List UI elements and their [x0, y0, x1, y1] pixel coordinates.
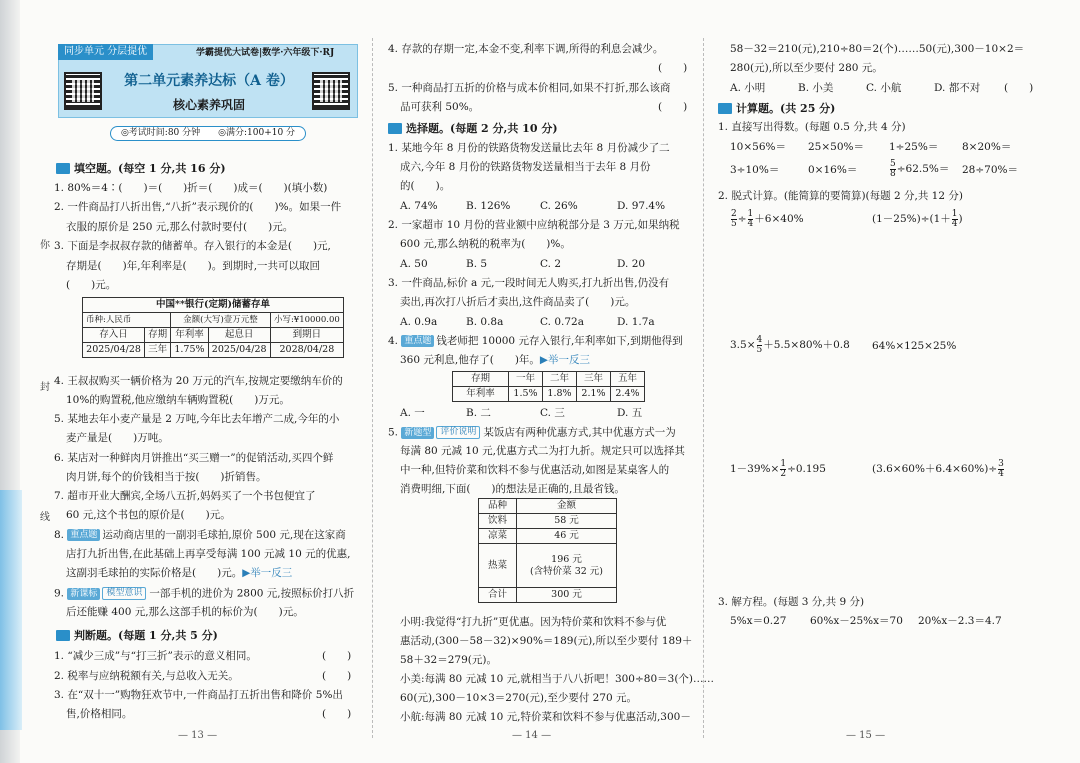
slip-header: 存入日 — [83, 328, 145, 343]
rate-header: 三年 — [577, 372, 611, 387]
answer-paren[interactable]: ( ) — [322, 670, 352, 682]
question-text: 60 元,这个书包的原价是( )元。 — [66, 509, 231, 521]
fraction: $\frac{3}{4}$ — [998, 458, 1004, 479]
slip-header: 到期日 — [270, 328, 343, 343]
answer-paren[interactable]: ( ) — [1004, 82, 1034, 94]
question-text: 麦产量是( )万吨。 — [66, 432, 169, 444]
bill-header: 品种 — [479, 499, 517, 514]
bill-cell: 热菜 — [479, 544, 517, 588]
question-text: 360 元利息,他存了( )年。▶举一反三 — [400, 354, 590, 366]
option[interactable]: B. 126% — [466, 200, 511, 212]
option[interactable]: B. 二 — [466, 407, 491, 419]
question-text: 1. 直接写出得数。(每题 0.5 分,共 4 分) — [718, 121, 906, 133]
slip-cell: 1.75% — [171, 343, 208, 358]
gutter-mark: 封 — [40, 382, 50, 393]
bill-cell: 合计 — [479, 588, 517, 603]
extension-link[interactable]: ▶举一反三 — [242, 567, 293, 579]
question-text: 3. 解方程。(每题 3 分,共 9 分) — [718, 596, 865, 608]
question-text: 的( )。 — [400, 180, 451, 192]
option[interactable]: D. 五 — [617, 407, 643, 419]
rate-cell: 2.1% — [577, 387, 611, 402]
answer-option-text: 小明:我觉得“打九折”更优惠。因为特价菜和饮料不参与优 — [400, 616, 667, 628]
answer-option-text: 小航:每满 80 元减 10 元,特价菜和饮料不参与优惠活动,300－ — [400, 711, 691, 723]
page-title: 第二单元素养达标（A 卷） — [124, 73, 294, 89]
expression: 3.5× $\frac{4}{5}$ ＋5.5×80%＋0.8 — [730, 334, 850, 355]
option[interactable]: B. 0.8a — [466, 316, 504, 328]
question-text: 成六,今年 8 月份的铁路货物发送量相当于去年 8 月份 — [400, 161, 651, 173]
option[interactable]: D. 都不对 — [934, 82, 981, 94]
oral-calc: 1÷25%＝ — [889, 141, 939, 153]
fraction: $\frac{5}{8}$ — [890, 158, 896, 179]
bill-cell: 46 元 — [517, 529, 617, 544]
answer-option-text: 280(元),所以至少要付 280 元。 — [730, 62, 883, 74]
expression: 1－39%× $\frac{1}{2}$ ÷0.195 — [730, 458, 826, 479]
option[interactable]: D. 1.7a — [617, 316, 655, 328]
subtitle: 核心素养巩固 — [172, 98, 245, 112]
question-text: 2. 脱式计算。(能简算的要简算)(每题 2 分,共 12 分) — [718, 190, 963, 202]
option[interactable]: B. 小美 — [798, 82, 834, 94]
tag-skill: 模型意识 — [102, 587, 146, 600]
expression: (3.6×60%＋6.4×60%)÷ $\frac{3}{4}$ — [872, 458, 1004, 479]
page-number: — 13 — — [178, 730, 218, 741]
question-text: 消费明细,下面( )的想法是正确的,且最省钱。 — [400, 483, 625, 495]
option[interactable]: A. 0.9a — [400, 316, 438, 328]
option[interactable]: C. 26% — [540, 200, 578, 212]
answer-option-text: 小美:每满 80 元减 10 元,就相当于八八折吧！300÷80＝3(个)…… — [400, 673, 715, 685]
question-text: 肉月饼,每个的价钱相当于按( )折销售。 — [66, 471, 267, 483]
exam-meta: ◎考试时间:80 分钟 ◎满分:100+10 分 — [110, 126, 306, 141]
question-text: 存期是( )年,年利率是( )。到期时,一共可以取回 — [66, 260, 321, 272]
oral-calc: 8×20%＝ — [962, 141, 1012, 153]
option[interactable]: C. 2 — [540, 258, 562, 270]
page-number: — 14 — — [512, 730, 552, 741]
oral-calc: 3÷10%＝ — [730, 164, 780, 176]
answer-paren[interactable]: ( ) — [658, 101, 688, 113]
tag-eval: 评价说明 — [436, 426, 480, 439]
question-text: 600 元,那么纳税的税率为( )%。 — [400, 238, 571, 250]
bill-note: (含特价菜 32 元) — [529, 565, 604, 577]
oral-calc: 0×16%＝ — [808, 164, 858, 176]
fraction: $\frac{1}{4}$ — [951, 208, 958, 229]
question-text: 后还能赚 400 元,那么这部手机的标价为( )元。 — [66, 606, 304, 618]
slip-cell: 三年 — [145, 343, 171, 358]
section-heading: 判断题。(每题 1 分,共 5 分) — [56, 627, 218, 643]
slip-cell: 2025/04/28 — [83, 343, 145, 358]
option[interactable]: D. 97.4% — [617, 200, 666, 212]
question-text: 衣服的原价是 250 元,那么付款时要付( )元。 — [66, 221, 294, 233]
page-number: — 15 — — [846, 730, 886, 741]
question-text: 4. 王叔叔购买一辆价格为 20 万元的汽车,按规定要缴纳车价的 — [54, 375, 343, 387]
bill-header: 金额 — [517, 499, 617, 514]
expression: 64%×125×25% — [872, 340, 957, 352]
oral-calc: 10×56%＝ — [730, 141, 786, 153]
slip-cell: 2025/04/28 — [208, 343, 270, 358]
rate-cell: 2.4% — [611, 387, 645, 402]
question-text: 3. 一件商品,标价 a 元,一段时间无人购买,打九折出售,仍没有 — [388, 277, 670, 289]
oral-calc: 25×50%＝ — [808, 141, 864, 153]
tag-new: 新课标 — [67, 588, 100, 600]
bill-cell: 196 元 (含特价菜 32 元) — [517, 544, 617, 588]
question-text: 4. 存款的存期一定,本金不变,利率下调,所得的利息会减少。 — [388, 43, 664, 55]
tag-key: 重点题 — [67, 529, 100, 541]
rate-header: 一年 — [509, 372, 543, 387]
fraction: $\frac{1}{4}$ — [747, 208, 754, 229]
section-heading: 计算题。(共 25 分) — [718, 100, 835, 116]
question-text: 1. 某地今年 8 月份的铁路货物发送量比去年 8 月份减少了二 — [388, 142, 670, 154]
section-heading: 填空题。(每空 1 分,共 16 分) — [56, 160, 226, 176]
question-text: 5. 新题型 评价说明 某饭店有两种优惠方式,其中优惠方式一为 — [388, 426, 676, 439]
question-text: 每满 80 元减 10 元,优惠方式二为打九折。规定只可以选择其 — [400, 445, 685, 457]
answer-paren[interactable]: ( ) — [322, 708, 352, 720]
bill-cell: 饮料 — [479, 514, 517, 529]
fraction: $\frac{1}{2}$ — [780, 458, 787, 479]
oral-calc: 28÷70%＝ — [962, 164, 1018, 176]
gutter-mark: 你 — [40, 240, 50, 251]
option[interactable]: A. 50 — [400, 258, 428, 270]
answer-option-text: 惠活动,(300－58－32)×90%＝189(元),所以至少要付 189＋ — [400, 635, 693, 647]
expression: $\frac{2}{5}$ ÷ $\frac{1}{4}$ ＋6×40% — [731, 208, 804, 229]
question-text: 1. “减少三成”与“打三折”表示的意义相同。 — [54, 650, 257, 662]
answer-option-text: 58＋32＝279(元)。 — [400, 654, 497, 666]
answer-paren[interactable]: ( ) — [658, 62, 688, 74]
fraction: $\frac{2}{5}$ — [731, 208, 737, 229]
bill-cell: 凉菜 — [479, 529, 517, 544]
slip-header: 年利率 — [171, 328, 208, 343]
option[interactable]: C. 小航 — [866, 82, 902, 94]
tag-key: 重点题 — [401, 335, 434, 347]
question-text: 2. 税率与应纳税额有关,与总收入无关。 — [54, 670, 239, 682]
rate-header: 存期 — [453, 372, 509, 387]
section-heading: 选择题。(每题 2 分,共 10 分) — [388, 120, 558, 136]
tag-new: 新题型 — [401, 427, 434, 439]
question-text: 卖出,再次打八折后才卖出,这件商品卖了( )元。 — [400, 296, 636, 308]
question-text: 5. 某地去年小麦产量是 2 万吨,今年比去年增产二成,今年的小 — [54, 413, 340, 425]
header-tag: 同步单元 分层提优 — [58, 44, 153, 60]
question-text: 6. 某店对一种鲜肉月饼推出“买三赠一”的促销活动,买四个鲜 — [54, 452, 334, 464]
rate-header: 五年 — [611, 372, 645, 387]
question-text: 9. 新课标 模型意识 一部手机的进价为 2800 元,按照标价打八折 — [54, 587, 355, 600]
question-text: 中一种,但特价菜和饮料不参与优惠活动,如图是某桌客人的 — [400, 464, 670, 476]
option[interactable]: C. 0.72a — [540, 316, 584, 328]
extension-link[interactable]: ▶举一反三 — [539, 354, 590, 366]
section-icon — [718, 103, 732, 114]
slip-amount-words: 金额(大写)壹万元整 — [171, 313, 270, 328]
option[interactable]: D. 20 — [617, 258, 646, 270]
question-text: 10%的购置税,他应缴纳车辆购置税( )万元。 — [66, 394, 290, 406]
option[interactable]: A. 小明 — [730, 82, 766, 94]
question-text: 3. 在“双十一”购物狂欢节中,一件商品打五折出售和降价 5%出 — [54, 689, 343, 701]
question-text: 品可获利 50%。 — [400, 101, 480, 113]
bill-cell: 58 元 — [517, 514, 617, 529]
slip-cell: 2028/04/28 — [270, 343, 343, 358]
expression: (1－25%)÷(1＋ $\frac{1}{4}$ ) — [872, 208, 963, 229]
rate-header: 二年 — [543, 372, 577, 387]
slip-currency: 币种:人民币 — [83, 313, 171, 328]
oral-calc: $\frac{5}{8}$ ÷62.5%＝ — [890, 158, 950, 179]
question-text: 7. 超市开业大酬宾,全场八五折,妈妈买了一个书包便宜了 — [54, 490, 316, 502]
rate-cell: 年利率 — [453, 387, 509, 402]
question-text: 3. 下面是李叔叔存款的储蓄单。存入银行的本金是( )元, — [54, 240, 331, 252]
slip-amount: 小写:¥10000.00 — [270, 313, 343, 328]
question-text: 2. 一件商品打八折出售,“八折”表示现价的( )%。如果一件 — [54, 201, 342, 213]
rate-cell: 1.5% — [509, 387, 543, 402]
equation: 5%x＝0.27 — [730, 615, 787, 627]
slip-title: 中国**银行(定期)储蓄存单 — [83, 298, 344, 313]
question-text: 店打九折出售,在此基础上再享受每满 100 元减 10 元的优惠, — [66, 548, 351, 560]
question-text: 4. 重点题 钱老师把 10000 元存入银行,年利率如下,到期他得到 — [388, 335, 683, 347]
option[interactable]: C. 三 — [540, 407, 565, 419]
answer-option-text: 58－32＝210(元),210÷80＝2(个)……50(元),300－10×2＝ — [730, 43, 1025, 55]
question-text: 1. 80%＝4∶( )＝( )折＝( )成＝( )(填小数) — [54, 182, 328, 194]
fraction: $\frac{4}{5}$ — [756, 334, 763, 355]
bill-cell: 300 元 — [517, 588, 617, 603]
question-text: 8. 重点题 运动商店里的一副羽毛球拍,原价 500 元,现在这家商 — [54, 529, 346, 541]
equation: 20%x－2.3＝4.7 — [918, 615, 1002, 627]
option[interactable]: A. 一 — [400, 407, 425, 419]
question-text: 售,价格相同。 — [66, 708, 133, 720]
question-text: 2. 一家超市 10 月份的营业额中应纳税部分是 3 万元,如果纳税 — [388, 219, 680, 231]
rate-cell: 1.8% — [543, 387, 577, 402]
question-text: 5. 一种商品打五折的价格与成本价相同,如果不打折,那么该商 — [388, 82, 671, 94]
equation: 60%x－25%x＝70 — [810, 615, 903, 627]
slip-header: 存期 — [145, 328, 171, 343]
option[interactable]: B. 5 — [466, 258, 488, 270]
brand: 学霸提优大试卷|数学·六年级下·RJ — [196, 48, 335, 58]
slip-header: 起息日 — [208, 328, 270, 343]
answer-paren[interactable]: ( ) — [322, 650, 352, 662]
answer-option-text: 60(元),300－10×3＝270(元),至少要付 270 元。 — [400, 692, 638, 704]
gutter-mark: 线 — [40, 512, 50, 523]
question-text: ( )元。 — [66, 279, 117, 291]
question-text: 这副羽毛球拍的实际价格是( )元。▶举一反三 — [66, 567, 293, 579]
option[interactable]: A. 74% — [400, 200, 438, 212]
